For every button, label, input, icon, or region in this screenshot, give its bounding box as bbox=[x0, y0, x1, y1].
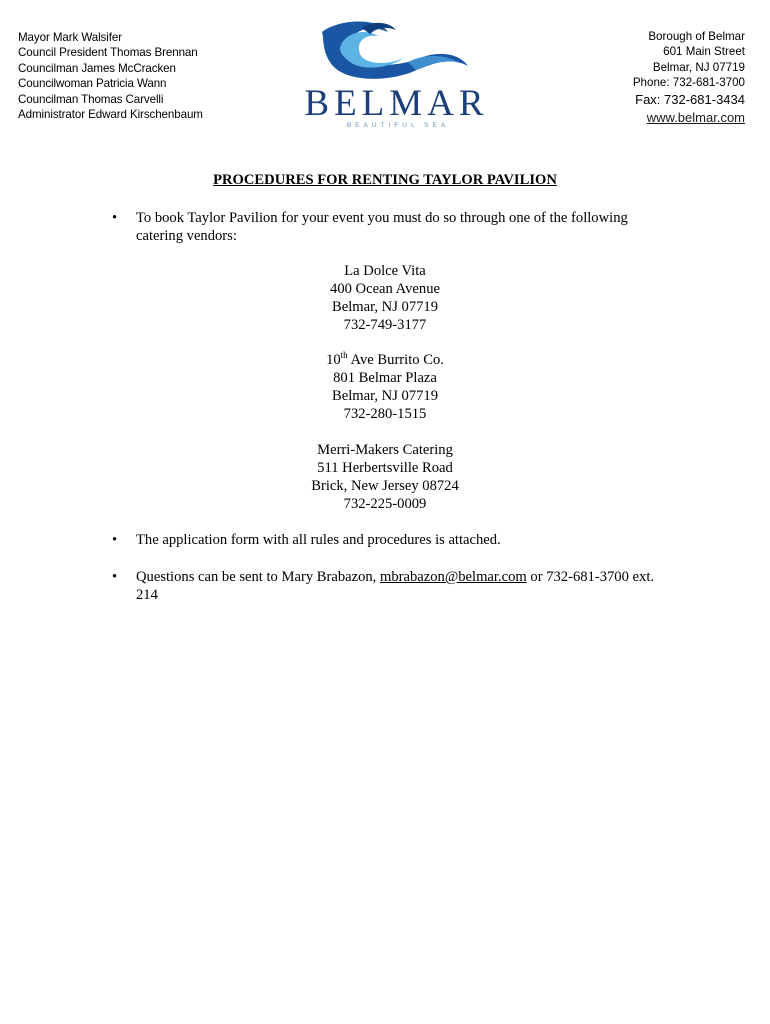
officials-list bbox=[18, 30, 203, 122]
bullet-booking-line1: To book Taylor Pavilion for your event you must do so through one of the following bbox=[136, 210, 628, 226]
vendor-name-ordinal: th bbox=[340, 350, 348, 361]
questions-line2: 214 bbox=[136, 587, 158, 603]
wave-icon bbox=[300, 18, 495, 88]
vendor-city: Belmar, NJ 07719 bbox=[331, 299, 439, 315]
bullet-booking bbox=[112, 209, 672, 249]
vendor-address: 801 Belmar Plaza bbox=[333, 370, 437, 386]
official-councilwoman-wann: Councilwoman Patricia Wann bbox=[18, 77, 167, 91]
vendor-name-number: 10 bbox=[326, 352, 341, 368]
vendor-name-rest: Ave Burrito Co. bbox=[347, 352, 444, 368]
email-link[interactable]: mbrabazon@belmar.com bbox=[379, 569, 527, 585]
bullet-booking-line2: catering vendors: bbox=[136, 228, 237, 244]
vendor-name bbox=[0, 351, 770, 369]
vendor-address: 400 Ocean Avenue bbox=[330, 281, 440, 297]
logo-tagline: BEAUTIFUL SEA bbox=[346, 122, 450, 129]
bullet-application bbox=[112, 531, 672, 551]
bullet-dot-icon: • bbox=[112, 532, 118, 548]
bullet-questions bbox=[112, 568, 692, 608]
logo-wordmark: BELMAR bbox=[304, 83, 489, 124]
contact-block bbox=[633, 29, 745, 127]
contact-fax: Fax: 732-681-3434 bbox=[635, 91, 745, 107]
official-council-president: Council President Thomas Brennan bbox=[18, 46, 198, 60]
vendor-phone: 732-280-1515 bbox=[343, 406, 427, 422]
vendor-name: La Dolce Vita bbox=[344, 263, 426, 279]
official-councilman-mccracken: Councilman James McCracken bbox=[18, 61, 176, 75]
official-administrator: Administrator Edward Kirschenbaum bbox=[18, 108, 203, 122]
bullet-application-text: The application form with all rules and procedures is attached. bbox=[136, 532, 501, 548]
questions-suffix: or 732-681-3700 ext. bbox=[526, 569, 655, 585]
contact-city: Belmar, NJ 07719 bbox=[652, 60, 745, 74]
vendor-phone: 732-225-0009 bbox=[343, 496, 427, 512]
vendor-phone: 732-749-3177 bbox=[343, 317, 427, 333]
official-councilman-carvelli: Councilman Thomas Carvelli bbox=[18, 92, 164, 106]
contact-name: Borough of Belmar bbox=[648, 30, 745, 43]
vendor-city: Belmar, NJ 07719 bbox=[331, 388, 439, 404]
vendor-city: Brick, New Jersey 08724 bbox=[311, 478, 459, 494]
contact-phone: Phone: 732-681-3700 bbox=[632, 76, 745, 90]
vendor-merri-makers bbox=[0, 441, 770, 513]
vendor-name: Merri-Makers Catering bbox=[317, 442, 453, 458]
questions-prefix: Questions can be sent to Mary Brabazon, bbox=[136, 569, 380, 585]
page-title: PROCEDURES FOR RENTING TAYLOR PAVILION bbox=[213, 172, 557, 188]
vendor-la-dolce-vita bbox=[0, 262, 770, 334]
vendor-address: 511 Herbertsville Road bbox=[317, 460, 453, 476]
vendor-10th-ave-burrito bbox=[0, 351, 770, 423]
website-link[interactable]: www.belmar.com bbox=[646, 109, 745, 125]
belmar-logo bbox=[300, 18, 495, 133]
contact-street: 601 Main Street bbox=[663, 45, 745, 59]
bullet-dot-icon: • bbox=[112, 210, 118, 226]
bullet-dot-icon: • bbox=[112, 569, 118, 585]
official-mayor: Mayor Mark Walsifer bbox=[18, 31, 122, 44]
